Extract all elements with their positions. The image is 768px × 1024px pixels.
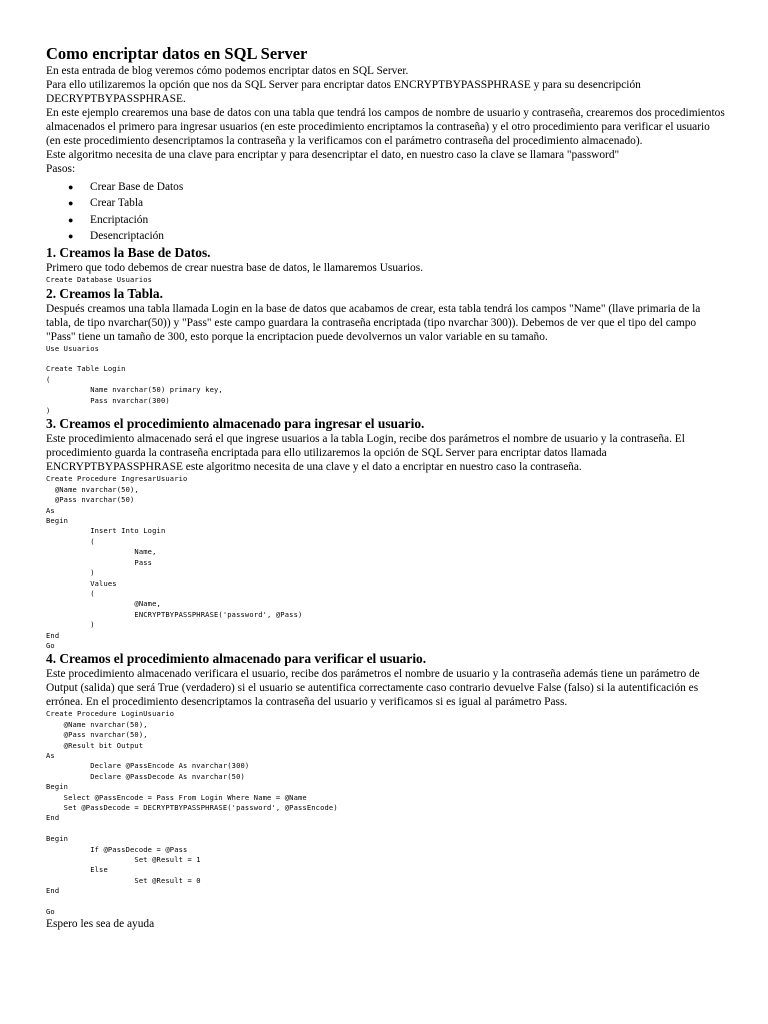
- step-label: Encriptación: [90, 213, 149, 226]
- list-item: [46, 195, 726, 211]
- document-page: [46, 44, 726, 931]
- intro-paragraph-4: Este algoritmo necesita de una clave para encriptar y para desencriptar el dato, en nuestro caso la clave se llamara "password": [46, 149, 620, 161]
- step-label: Crear Tabla: [90, 197, 144, 210]
- step-label: Desencriptación: [90, 229, 165, 242]
- bullet-icon: ●: [68, 214, 74, 225]
- steps-list: [46, 179, 726, 244]
- bullet-icon: ●: [68, 198, 74, 209]
- bullet-icon: ●: [68, 230, 74, 241]
- section-1-text: Primero que todo debemos de crear nuestra base de datos, le llamaremos Usuarios.: [46, 262, 424, 275]
- closing-text: Espero les sea de ayuda: [46, 918, 155, 931]
- section-4-text: Este procedimiento almacenado verificara el usuario, recibe dos parámetros el nombre de usuario y la contraseña además tiene un parámetro de Output (salida) que será True (verdadero) si el usuario se autentifica correctamente caso contrario devuelve False (falso) si la autentificación es errónea. En el procedimiento desencriptamos la contraseña del usuario y verificamos si es igual al parámetro Pass.: [46, 668, 700, 709]
- section-2-text: Después creamos una tabla llamada Login en la base de datos que acabamos de crear, esta tabla tendrá los campos "Name" (llave primaria de la tabla, de tipo nvarchar(50)) y "Pass" este campo guardara la contraseña encriptada (tipo nvarchar 300)). Debemos de ver que el tipo del campo "Pass" tiene un tamaño de 300, esto porque la encriptacion puede devolvernos un valor variable en su tamaño.: [46, 302, 701, 343]
- section-4-heading: 4. Creamos el procedimiento almacenado para verificar el usuario.: [46, 651, 427, 667]
- list-item: [46, 228, 726, 244]
- section-4-code: Create Procedure LoginUsuario @Name nvarchar(50), @Pass nvarchar(50), @Result bit Output As Declare @PassEncode As nvarchar(300) Declare @PassDecode As nvarchar(50) Begin Select @PassEncode = Pass From Login Where Name = @Name Set @PassDecode = DECRYPTBYPASSPHRASE('password', @PassEncode) End Begin If @PassDecode = @Pass Set @Result = 1 Else Set @Result = 0 End Go: [46, 709, 338, 917]
- list-item: [46, 179, 726, 195]
- section-3-code: Create Procedure IngresarUsuario @Name nvarchar(50), @Pass nvarchar(50) As Begin Insert Into Login ( Name, Pass ) Values ( @Name, ENCRYPTBYPASSPHRASE('password', @Pass) ) End Go: [46, 474, 303, 650]
- intro-paragraph-3: En este ejemplo crearemos una base de datos con una tabla que tendrá los campos de nombre de usuario y contraseña, crearemos dos procedimientos almacenados el primero para ingresar usuarios (en este procedimiento encriptamos la contraseña) y el otro procedimiento para verificar el usuario (en este procedimiento desencriptamos la contraseña y la verificamos con el parámetro contraseña del procedimiento almacenado).: [46, 107, 725, 147]
- section-3-heading: 3. Creamos el procedimiento almacenado para ingresar el usuario.: [46, 416, 425, 432]
- steps-label: Pasos:: [46, 163, 76, 175]
- section-3-text: Este procedimiento almacenado será el que ingrese usuarios a la tabla Login, recibe dos parámetros el nombre de usuario y la contraseña. El procedimiento guarda la contraseña encriptada para ello utilizaremos la opción de SQL Server para encriptar datos llamada ENCRYPTBYPASSPHRASE este algoritmo necesita de una clave y el dato a encriptar en nuestro caso la contraseña.: [46, 433, 685, 474]
- page-title: Como encriptar datos en SQL Server: [46, 44, 308, 63]
- section-1-heading: 1. Creamos la Base de Datos.: [46, 245, 211, 261]
- list-item: [46, 212, 726, 228]
- section-2-heading: 2. Creamos la Tabla.: [46, 285, 163, 301]
- intro-paragraph-2: Para ello utilizaremos la opción que nos da SQL Server para encriptar datos ENCRYPTBYPASSPHRASE y para su desencripción DECRYPTBYPASSPHRASE.: [46, 79, 641, 105]
- section-1-code: Create Database Usuarios: [46, 275, 153, 285]
- section-2-code: Use Usuarios Create Table Login ( Name nvarchar(50) primary key, Pass nvarchar(300) ): [46, 343, 223, 416]
- bullet-icon: ●: [68, 182, 74, 192]
- intro-paragraph-1: En esta entrada de blog veremos cómo podemos encriptar datos en SQL Server.: [46, 65, 409, 77]
- step-label: Crear Base de Datos: [90, 181, 184, 193]
